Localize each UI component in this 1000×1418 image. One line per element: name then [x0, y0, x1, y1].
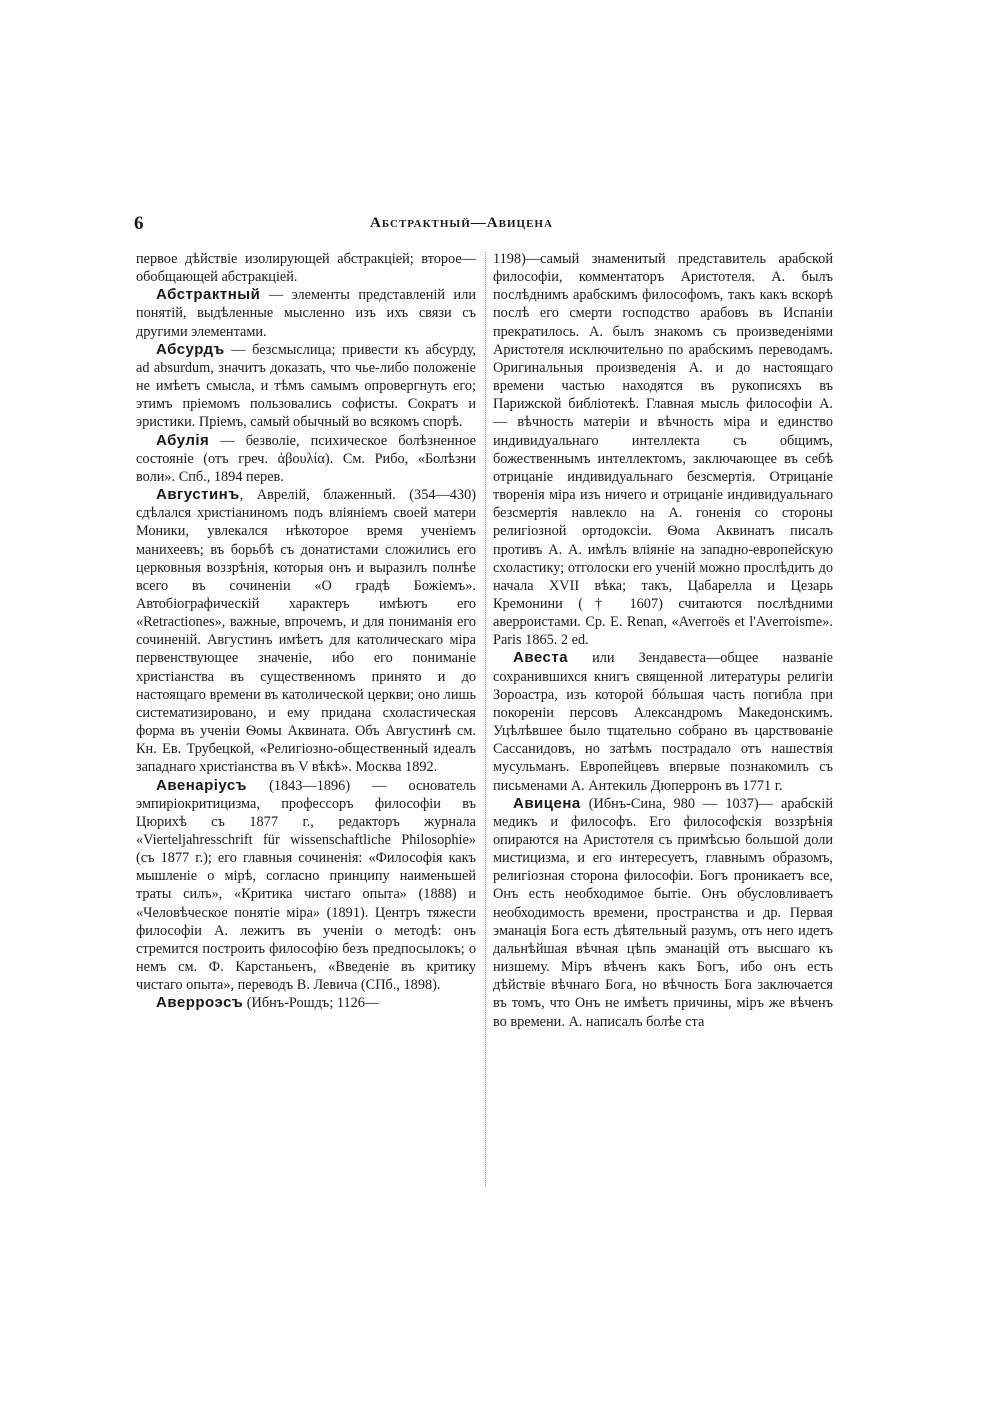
entry-avgustin — [136, 486, 476, 777]
entry-averroes-continuation — [493, 250, 833, 649]
entry-text: первое дѣйствіе изолирующей абстракціей; второе—обобщающей абстракціей. — [136, 251, 476, 286]
entry-text: (Ибнъ-Сина, 980 — 1037)— арабскій медикъ и философъ. Его философскія воззрѣнія опираются на Аристотеля съ примѣсью большой доли мистицизма, и его интересуетъ, главнымъ образомъ, религіозная сторона философіи. Богъ проникаетъ все, Онъ есть необходимое бытіе. Онъ обусловливаетъ необходимость времени, пространства и др. Первая эманація Бога есть дѣятельный разумъ, отъ него идетъ дальнѣйшая вѣчная цѣпь эманацій отъ высшаго къ низшему. Міръ вѣченъ какъ Богъ, ибо онъ есть дѣйствіе вѣчнаго Бога, но вѣчность Бога заключается въ томъ, что Онъ не имѣетъ причины, міръ же вѣченъ во времени. А. написалъ болѣе ста — [493, 795, 833, 1030]
headword: Аверроэсъ — [156, 994, 244, 1012]
left-column — [136, 250, 476, 1013]
entry-text: (1843—1896) — основатель эмпиріокритицизма, профессоръ философіи въ Цюрихѣ съ 1877 г., редакторъ журнала «Vierteljahresschrift für wissenschaftliche Philosophie» (съ 1877 г.); его главныя сочиненія: «Философія какъ мышленіе о мірѣ, согласно принципу наименьшей траты силъ», «Критика чистаго опыта» (1888) и «Человѣческое понятіе міра» (1891). Центръ тяжести философіи А. лежитъ въ ученіи о методѣ: онъ стремится построить философію безъ предпосылокъ; о немъ см. Ф. Карстаньенъ, «Введеніе въ критику чистаго опыта», переводъ В. Левича (СПб., 1898). — [136, 777, 476, 994]
entry-text: — элементы представленій или понятій, выдѣленные мысленно изъ ихъ связи съ другими элементами. — [136, 287, 476, 340]
entry-text: (Ибнъ-Рошдъ; 1126— — [243, 995, 380, 1012]
headword: Авенаріусъ — [156, 776, 247, 794]
column-divider — [485, 252, 486, 1187]
headword: Абсурдъ — [156, 340, 225, 358]
entry-text: или Зендавеста—общее названіе сохранившихся книгъ священной литературы религіи Зороастра, изъ которой бóльшая часть погибла при покореніи персовъ Александромъ Македонскимъ. Уцѣлѣвшее было тщательно собрано въ царствованіе Сассанидовъ, но затѣмъ пострадало отъ нашествія мусульманъ. Европейцевъ впервые познакомилъ съ письменами А. Антекиль Дюперронъ въ 1771 г. — [493, 650, 833, 794]
headword: Абстрактный — [156, 286, 261, 304]
entry-avenarius — [136, 777, 476, 995]
entry-avicena — [493, 795, 833, 1031]
page-number: 6 — [134, 213, 144, 234]
entry-text: — безволіе, психическое болѣзненное состояніе (отъ греч. ἀβουλία). См. Рибо, «Болѣзни воли». Спб., 1894 перев. — [136, 432, 476, 485]
entry-avesta — [493, 649, 833, 794]
right-column — [493, 250, 833, 1031]
entry-averroes — [136, 994, 476, 1012]
entry-abulia — [136, 432, 476, 486]
entry-abstraktny — [136, 286, 476, 340]
entry-text: — безсмыслица; привести къ абсурду, ad absurdum, значитъ доказать, что чье-либо положеніе не имѣетъ смысла, и тѣмъ самымъ опровергнуть его; этимъ пріемомъ пользовались софисты. Сократъ и эристики. Пріемъ, самый обычный во всякомъ спорѣ. — [136, 341, 476, 431]
entry-text: , Аврелій, блаженный. (354—430) сдѣлался христіаниномъ подъ вліяніемъ своей матери Моники, увлекался нѣкоторое время ученіемъ манихеевъ; въ борьбѣ съ донатистами сложились его церковныя воззрѣнія, которыя онъ и выразилъ полнѣе всего въ сочиненіи «О градѣ Божіемъ». Автобіографическій характеръ имѣютъ его «Retractiones», важные, впрочемъ, и для пониманія его сочиненій. Августинъ имѣетъ для католическаго міра первенствующее значеніе, ибо его пониманіе христіанства въ существенномъ принято и до настоящаго времени въ католической церкви; оно лишь систематизировано, и ему придана схоластическая форма въ ученіи Ѳомы Аквината. Объ Августинѣ см. Кн. Ев. Трубецкой, «Религіозно-общественный идеалъ западнаго христіанства въ V вѣкѣ». Москва 1892. — [136, 487, 476, 776]
headword: Авеста — [513, 649, 569, 667]
running-head: Абстрактный—Авицена — [370, 215, 553, 231]
headword: Абулія — [156, 431, 210, 449]
entry-absurd — [136, 341, 476, 432]
headword: Авицена — [513, 794, 581, 812]
headword: Августинъ — [156, 486, 240, 504]
entry-continuation — [136, 250, 476, 286]
entry-text: 1198)—самый знаменитый представитель арабской философіи, комментаторъ Аристотеля. А. былъ послѣднимъ арабскимъ философомъ, такъ какъ вскорѣ послѣ его смерти господство арабовъ въ Испаніи прекратилось. А. былъ знакомъ съ произведеніями Аристотеля исключительно по арабскимъ переводамъ. Оригинальныя произведенія А. и до настоящаго времени частью находятся въ рукописяхъ въ Парижской библіотекѣ. Главная мысль философіи А. — вѣчность матеріи и вѣчность міра и единство индивидуальнаго интеллекта съ общимъ, божественнымъ интеллектомъ, заключающее въ себѣ отрицаніе индивидуальнаго безсмертія. Отрицаніе творенія міра изъ ничего и отрицаніе индивидуальнаго безсмертія навлекло на А. гоненія со стороны религіозной ортодоксіи. Ѳома Аквинатъ писалъ противъ А. А. имѣлъ вліяніе на западно-европейскую схоластику; отголоски его ученій можно прослѣдить до начала XVII вѣка; такъ, Цабарелла и Цезарь Кремонини († 1607) считаются послѣдними аверроистами. Ср. E. Renan, «Averroës et l'Averroisme». Paris 1865. 2 ed. — [493, 251, 833, 649]
